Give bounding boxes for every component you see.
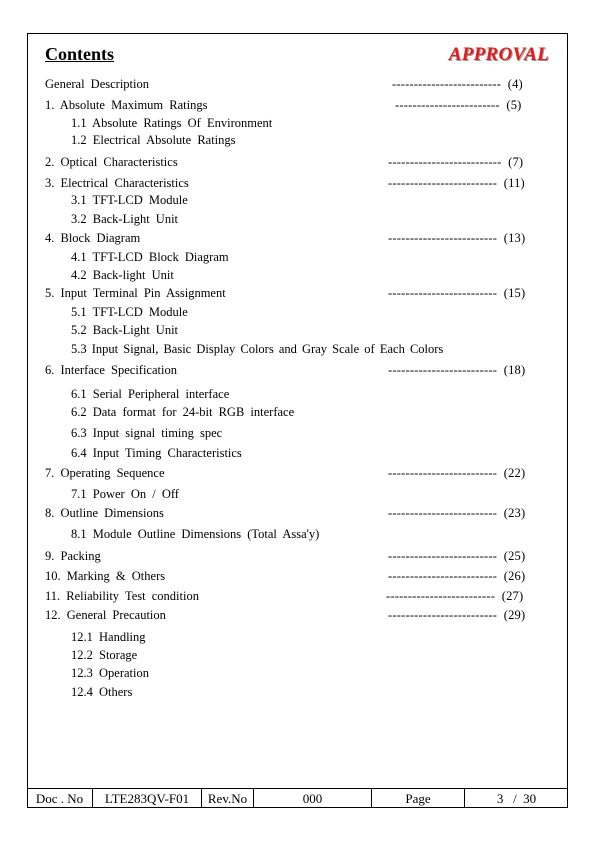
toc-entry-section-5-1[interactable]: 5.1 TFT-LCD Module	[71, 305, 188, 319]
toc-entry-section-6-3[interactable]: 6.3 Input signal timing spec	[71, 426, 223, 440]
page-number: 3 / 30	[496, 791, 537, 806]
toc-entry-section-4-2[interactable]: 4.2 Back-light Unit	[71, 268, 174, 282]
toc-entry-section-6-2[interactable]: 6.2 Data format for 24-bit RGB interface	[71, 405, 295, 419]
toc-entry-section-9[interactable]: 9. Packing	[45, 549, 101, 563]
toc-leader: ------------------------- (15)	[388, 286, 526, 300]
page-label: Page	[372, 789, 465, 808]
toc-entry-section-1[interactable]: 1. Absolute Maximum Ratings	[45, 98, 208, 112]
toc-entry-section-12-3[interactable]: 12.3 Operation	[71, 666, 149, 680]
toc-entry-section-1-2[interactable]: 1.2 Electrical Absolute Ratings	[71, 133, 236, 147]
toc-entry-section-11[interactable]: 11. Reliability Test condition	[45, 589, 199, 603]
toc-entry-section-6-1[interactable]: 6.1 Serial Peripheral interface	[71, 387, 230, 401]
toc-entry-general-description[interactable]: General Description	[45, 77, 150, 91]
document-footer	[27, 788, 568, 808]
toc-leader: ------------------------- (23)	[388, 506, 526, 520]
toc-entry-section-2[interactable]: 2. Optical Characteristics	[45, 155, 178, 169]
toc-entry-section-12[interactable]: 12. General Precaution	[45, 608, 166, 622]
toc-entry-section-3-2[interactable]: 3.2 Back-Light Unit	[71, 212, 179, 226]
toc-leader: ------------------------- (27)	[386, 589, 524, 603]
toc-entry-section-3[interactable]: 3. Electrical Characteristics	[45, 176, 189, 190]
approval-stamp: APPROVAL	[448, 44, 549, 65]
toc-entry-section-5[interactable]: 5. Input Terminal Pin Assignment	[45, 286, 226, 300]
doc-number-label: Doc . No	[27, 789, 93, 808]
toc-entry-section-8[interactable]: 8. Outline Dimensions	[45, 506, 164, 520]
toc-entry-section-8-1[interactable]: 8.1 Module Outline Dimensions (Total Assa'y)	[71, 527, 320, 541]
toc-entry-section-12-1[interactable]: 12.1 Handling	[71, 630, 146, 644]
toc-leader: -------------------------- (7)	[388, 155, 524, 169]
toc-entry-section-7-1[interactable]: 7.1 Power On / Off	[71, 487, 179, 501]
toc-leader: ------------------------- (25)	[388, 549, 526, 563]
toc-entry-section-6-4[interactable]: 6.4 Input Timing Characteristics	[71, 446, 242, 460]
toc-entry-section-6[interactable]: 6. Interface Specification	[45, 363, 177, 377]
toc-leader: ------------------------- (22)	[388, 466, 526, 480]
toc-entry-section-4-1[interactable]: 4.1 TFT-LCD Block Diagram	[71, 250, 229, 264]
revision-label: Rev.No	[202, 789, 254, 808]
toc-leader: ------------------------- (29)	[388, 608, 526, 622]
revision-value: 000	[254, 789, 372, 808]
toc-leader: ------------------------ (5)	[395, 98, 522, 112]
toc-entry-section-7[interactable]: 7. Operating Sequence	[45, 466, 165, 480]
toc-entry-section-1-1[interactable]: 1.1 Absolute Ratings Of Environment	[71, 116, 273, 130]
doc-number-value: LTE283QV-F01	[93, 789, 202, 808]
page-title: Contents	[45, 44, 115, 64]
toc-leader: ------------------------- (26)	[388, 569, 526, 583]
toc-entry-section-10[interactable]: 10. Marking & Others	[45, 569, 166, 583]
toc-entry-section-4[interactable]: 4. Block Diagram	[45, 231, 141, 245]
toc-entry-section-12-4[interactable]: 12.4 Others	[71, 685, 133, 699]
toc-leader: ------------------------- (18)	[388, 363, 526, 377]
toc-entry-section-3-1[interactable]: 3.1 TFT-LCD Module	[71, 193, 188, 207]
toc-entry-section-5-2[interactable]: 5.2 Back-Light Unit	[71, 323, 179, 337]
toc-entry-section-5-3[interactable]: 5.3 Input Signal, Basic Display Colors and Gray Scale of Each Colors	[71, 342, 444, 356]
toc-leader: ------------------------- (11)	[388, 176, 525, 190]
toc-entry-section-12-2[interactable]: 12.2 Storage	[71, 648, 138, 662]
toc-leader: ------------------------- (4)	[392, 77, 523, 91]
toc-leader: ------------------------- (13)	[388, 231, 526, 245]
